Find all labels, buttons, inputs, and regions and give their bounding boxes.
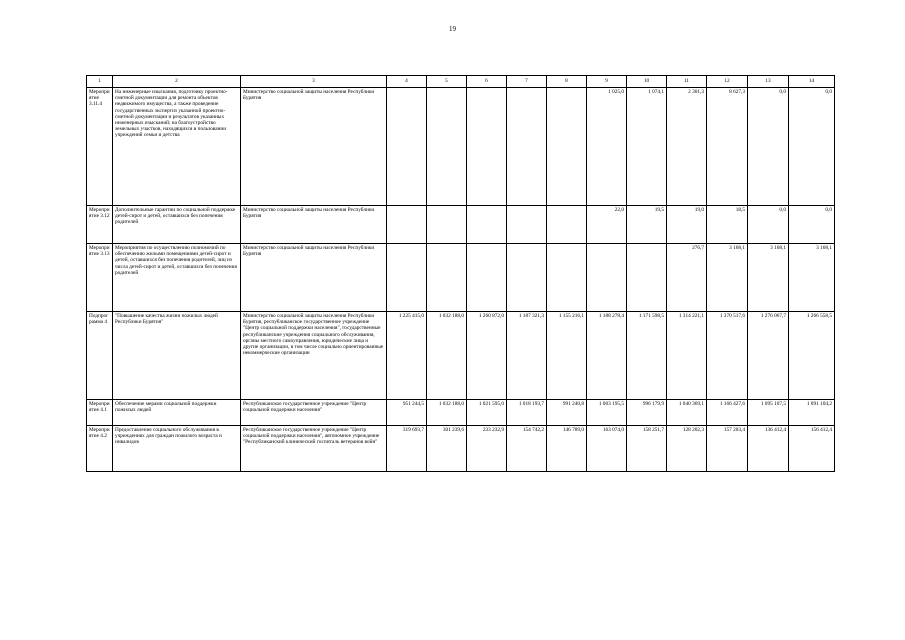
row-code-cell: Мероприятие 4.1 — [87, 400, 113, 426]
value-cell: 1 266 558,5 — [789, 312, 835, 400]
value-cell: 1 171 598,5 — [627, 312, 667, 400]
value-cell: 146 789,0 — [547, 426, 587, 472]
value-cell — [507, 206, 547, 244]
value-cell: 0,0 — [789, 88, 835, 206]
value-cell: 1 021 595,0 — [467, 400, 507, 426]
column-header: 4 — [387, 76, 427, 88]
value-cell: 3 168,1 — [748, 244, 789, 312]
value-cell: 1 166 427,6 — [707, 400, 748, 426]
column-header: 13 — [748, 76, 789, 88]
value-cell — [587, 244, 627, 312]
row-code-cell: Мероприятие 4.2 — [87, 426, 113, 472]
row-code-cell: Мероприятие 3.11.4 — [87, 88, 113, 206]
value-cell: 163 074,0 — [587, 426, 627, 472]
row-name-cell: Мероприятия по осуществлению полномочий по обеспечению жилыми помещениями детей-сирот и детей, оставшихся без попечения родителей, лиц из числа детей-сирот и детей, оставшихся без попечения родителей — [113, 244, 241, 312]
row-executor-cell: Министерство социальной защиты населения Республики Бурятия — [241, 206, 387, 244]
budget-table — [86, 75, 835, 472]
value-cell: 1 188 278,4 — [587, 312, 627, 400]
value-cell: 0,0 — [748, 88, 789, 206]
value-cell: 1 040 369,1 — [667, 400, 707, 426]
table-row — [87, 244, 835, 312]
value-cell — [467, 88, 507, 206]
value-cell: 1 370 517,6 — [707, 312, 748, 400]
value-cell: 19,0 — [667, 206, 707, 244]
table-row — [87, 206, 835, 244]
column-header: 11 — [667, 76, 707, 88]
value-cell: 3 168,1 — [707, 244, 748, 312]
row-executor-cell: Министерство социальной защиты населения Республики Бурятия — [241, 88, 387, 206]
column-header: 1 — [87, 76, 113, 88]
value-cell: 1 032 188,0 — [427, 400, 467, 426]
row-code-cell: Мероприятие 3.12 — [87, 206, 113, 244]
value-cell: 18,5 — [707, 206, 748, 244]
value-cell — [467, 206, 507, 244]
column-header: 5 — [427, 76, 467, 88]
value-cell: 1 018 193,7 — [507, 400, 547, 426]
value-cell: 128 202,3 — [667, 426, 707, 472]
value-cell: 1 276 067,7 — [748, 312, 789, 400]
row-name-cell: "Повышение качества жизни пожилых людей Республики Бурятия" — [113, 312, 241, 400]
value-cell: 8 627,3 — [707, 88, 748, 206]
value-cell: 1 074,1 — [627, 88, 667, 206]
value-cell: 996 179,9 — [627, 400, 667, 426]
value-cell: 154 742,2 — [507, 426, 547, 472]
value-cell — [507, 244, 547, 312]
value-cell: 1 225 415,0 — [387, 312, 427, 400]
row-name-cell: На инженерные изыскания, подготовку проектно-сметной документации для ремонта объектов недвижимого имущества, а также проведение государственных экспертиз указанной проектно-сметной документации и результатов указанных инженерных изысканий; на благоустройство земельных участков, находящихся в пользовании учреждений семьи и детства — [113, 88, 241, 206]
value-cell — [387, 244, 427, 312]
value-cell: 951 244,5 — [387, 400, 427, 426]
value-cell: 1 032 188,0 — [427, 312, 467, 400]
value-cell: 1 091 104,2 — [789, 400, 835, 426]
table-row — [87, 400, 835, 426]
value-cell: 1 260 872,0 — [467, 312, 507, 400]
row-executor-cell: Республиканское государственное учреждение "Центр социальной поддержки населения", автономное учреждение "Республиканский клинический госпиталь ветеранов войн" — [241, 426, 387, 472]
table-header-row — [87, 76, 835, 88]
value-cell: 991 240,8 — [547, 400, 587, 426]
value-cell — [387, 88, 427, 206]
value-cell: 0,0 — [748, 206, 789, 244]
column-header: 14 — [789, 76, 835, 88]
row-name-cell: Предоставление социального обслуживания в учреждениях для граждан пожилого возраста и инвалидов — [113, 426, 241, 472]
value-cell — [547, 206, 587, 244]
value-cell: 22,0 — [587, 206, 627, 244]
value-cell: 276,7 — [667, 244, 707, 312]
value-cell — [467, 244, 507, 312]
row-executor-cell: Республиканское государственное учреждение "Центр социальной поддержки населения" — [241, 400, 387, 426]
value-cell — [427, 244, 467, 312]
value-cell — [547, 88, 587, 206]
value-cell — [387, 206, 427, 244]
value-cell: 1 025,0 — [587, 88, 627, 206]
column-header: 12 — [707, 76, 748, 88]
value-cell: 301 239,6 — [427, 426, 467, 472]
page-number: 19 — [449, 25, 456, 33]
row-code-cell: Мероприятие 3.13 — [87, 244, 113, 312]
value-cell: 136 412,4 — [748, 426, 789, 472]
column-header: 7 — [507, 76, 547, 88]
value-cell — [547, 244, 587, 312]
row-name-cell: Обеспечение мерами социальной поддержки пожилых людей — [113, 400, 241, 426]
value-cell: 1 187 321,3 — [507, 312, 547, 400]
value-cell: 158 251,7 — [627, 426, 667, 472]
column-header: 8 — [547, 76, 587, 88]
value-cell: 19,5 — [627, 206, 667, 244]
table-row — [87, 88, 835, 206]
value-cell: 1 155 216,1 — [547, 312, 587, 400]
column-header: 10 — [627, 76, 667, 88]
value-cell: 233 232,9 — [467, 426, 507, 472]
value-cell: 157 203,4 — [707, 426, 748, 472]
value-cell: 1 314 221,1 — [667, 312, 707, 400]
table-row — [87, 426, 835, 472]
value-cell — [427, 88, 467, 206]
column-header: 9 — [587, 76, 627, 88]
value-cell: 3 168,1 — [789, 244, 835, 312]
value-cell: 2 301,3 — [667, 88, 707, 206]
value-cell: 1 003 195,5 — [587, 400, 627, 426]
row-name-cell: Дополнительные гарантии по социальной поддержке детей-сирот и детей, оставшихся без попечения родителей — [113, 206, 241, 244]
value-cell: 156 412,4 — [789, 426, 835, 472]
table-row — [87, 312, 835, 400]
value-cell: 319 693,7 — [387, 426, 427, 472]
row-code-cell: Подпрограмма 4 — [87, 312, 113, 400]
value-cell: 1 095 107,5 — [748, 400, 789, 426]
value-cell — [507, 88, 547, 206]
value-cell — [627, 244, 667, 312]
column-header: 6 — [467, 76, 507, 88]
value-cell: 0,0 — [789, 206, 835, 244]
value-cell — [427, 206, 467, 244]
column-header: 2 — [113, 76, 241, 88]
table-body — [87, 76, 835, 472]
row-executor-cell: Министерство социальной защиты населения Республики Бурятия, республиканское государственное учреждение "Центр социальной поддержки населения", государственные республиканские учреждения социального обслуживания, органы местного самоуправления, юридические лица и другие организации, в том числе социально ориентированные некоммерческие организации — [241, 312, 387, 400]
row-executor-cell: Министерство социальной защиты населения Республики Бурятия — [241, 244, 387, 312]
column-header: 3 — [241, 76, 387, 88]
